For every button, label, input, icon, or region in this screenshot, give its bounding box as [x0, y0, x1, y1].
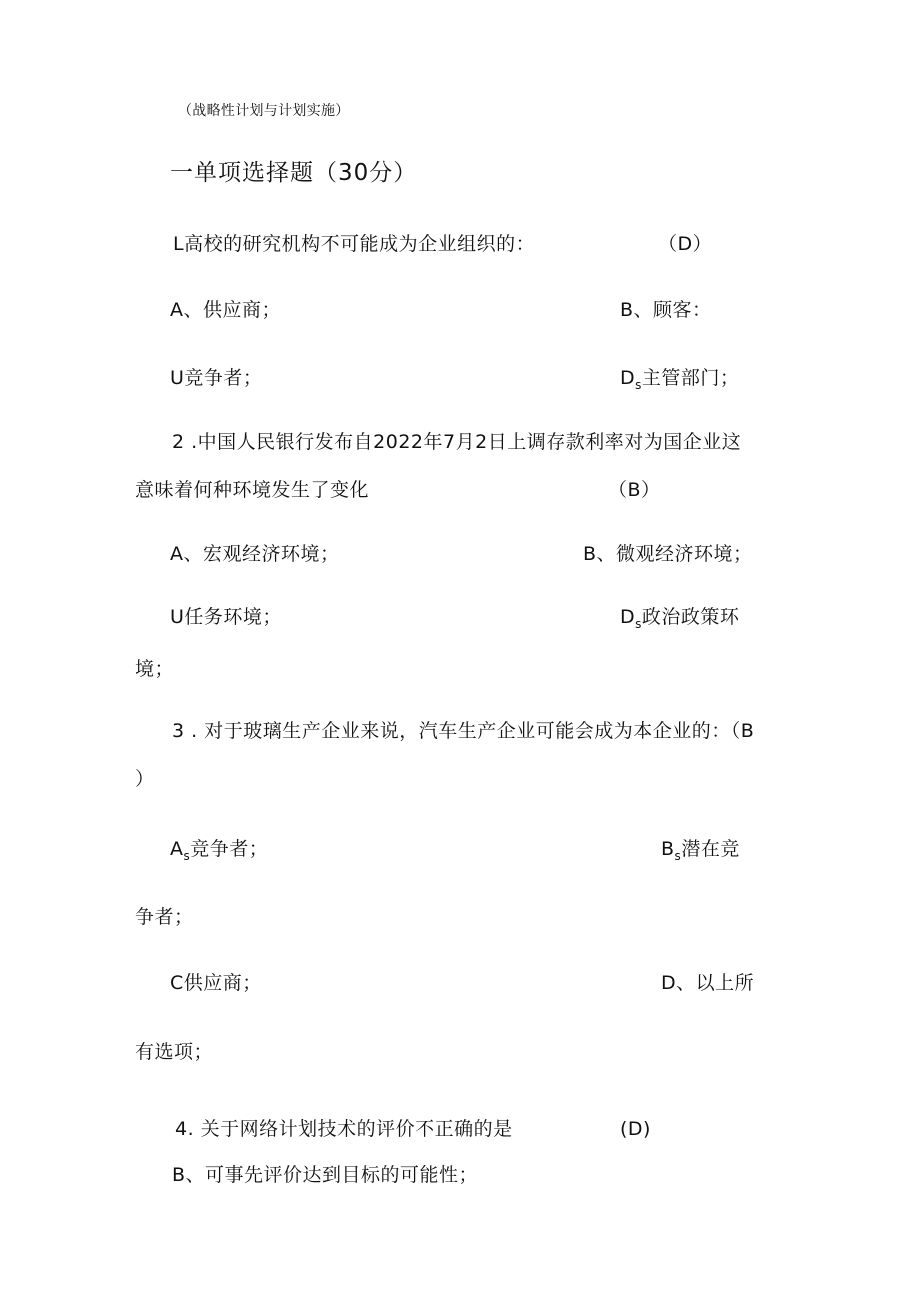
question-2-option-c: U任务环境；	[170, 606, 282, 628]
question-2-option-d	[620, 605, 739, 631]
question-4-answer: (D)	[620, 1118, 651, 1140]
option-a-letter: A	[170, 838, 184, 860]
question-1-option-d	[620, 366, 739, 392]
option-b-letter: B	[661, 838, 675, 860]
question-1-stem: L高校的研究机构不可能成为企业组织的：	[173, 233, 536, 255]
question-2-option-d-wrap: 境；	[135, 658, 175, 680]
question-3-option-b-wrap: 争者；	[135, 906, 194, 928]
question-4-option-b: B、可事先评价达到目标的可能性；	[172, 1164, 479, 1186]
question-2-option-b: B、微观经济环境；	[583, 543, 753, 565]
option-d-text: 主管部门；	[641, 367, 740, 389]
question-3-stem-wrap: ）	[135, 768, 155, 790]
question-3-option-d: D、以上所	[661, 972, 755, 994]
question-1-answer: （D）	[658, 233, 713, 255]
option-d-subscript: s	[635, 617, 642, 631]
question-1-option-c: U竞争者；	[170, 367, 263, 389]
question-2-option-a: A、宏观经济环境；	[170, 543, 340, 565]
question-4-stem: 4. 关于网络计划技术的评价不正确的是	[175, 1118, 513, 1140]
question-3-option-c: C供应商；	[170, 972, 262, 994]
option-a-subscript: s	[183, 849, 191, 863]
question-3-stem: 3 . 对于玻璃生产企业来说，汽车生产企业可能会成为本企业的：（B	[172, 720, 755, 742]
document-subtitle: （战略性计划与计划实施）	[178, 103, 350, 119]
question-2-stem-line2: 意味着何种环境发生了变化	[135, 479, 370, 501]
question-2-answer: （B）	[608, 479, 661, 501]
section-heading: 一单项选择题（30分）	[170, 160, 418, 186]
option-d-letter: D	[620, 606, 636, 628]
option-b-text: 潜在竞	[681, 838, 740, 860]
option-a-text: 竞争者；	[190, 838, 269, 860]
option-d-text: 政治政策环	[641, 606, 740, 628]
question-3-option-b	[661, 837, 740, 863]
option-b-subscript: s	[674, 849, 682, 863]
question-3-option-a	[170, 837, 268, 863]
option-d-subscript: s	[635, 378, 642, 392]
question-3-option-d-wrap: 有选项；	[135, 1041, 214, 1063]
question-1-option-a: A、供应商；	[170, 299, 281, 321]
question-1-option-b: B、顾客：	[620, 299, 712, 321]
question-2-stem-line1: 2 .中国人民银行发布自2022年7月2日上调存款利率对为国企业这	[172, 431, 742, 453]
option-d-letter: D	[620, 367, 636, 389]
